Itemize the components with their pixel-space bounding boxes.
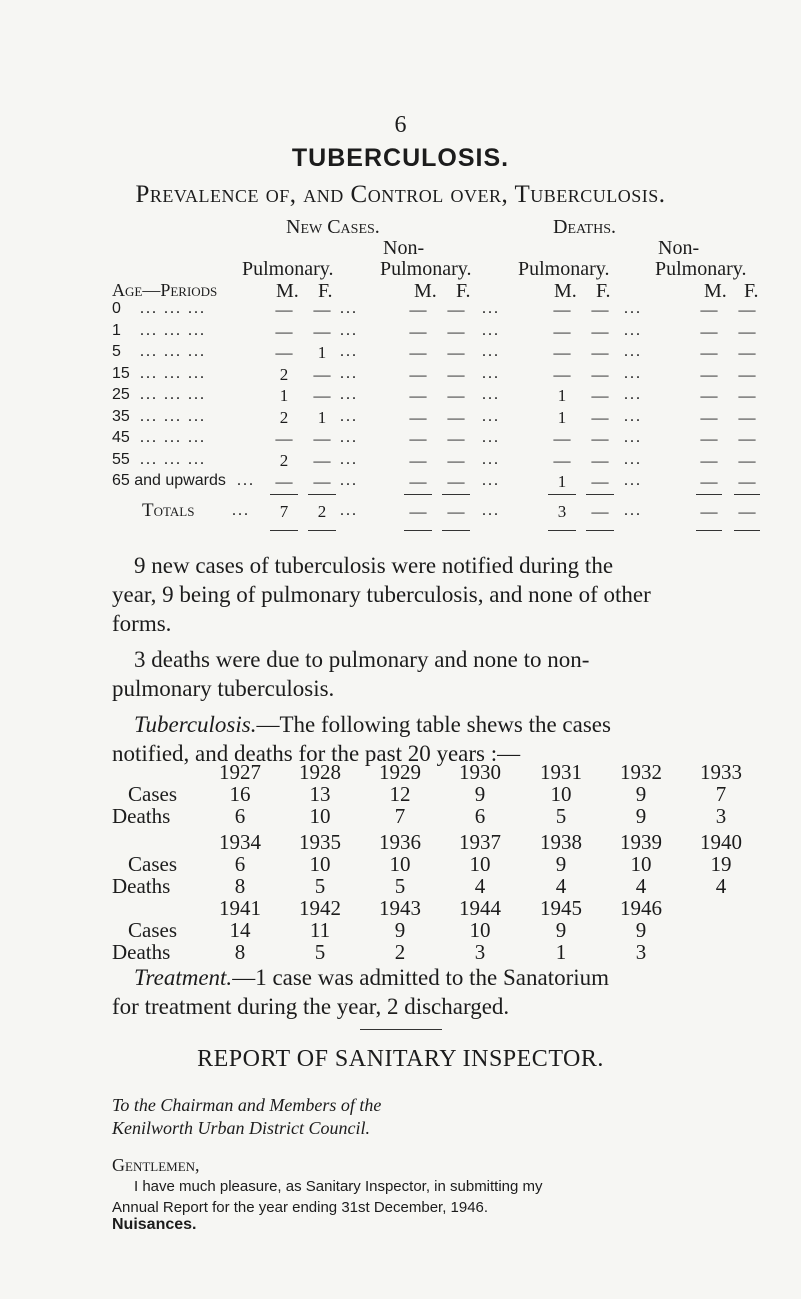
leader-dots: ... xyxy=(624,386,642,403)
table-cell: 1 xyxy=(279,386,289,405)
deaths-value: 4 xyxy=(555,874,567,898)
table-cell: — xyxy=(409,450,427,470)
table-cell: — xyxy=(738,407,756,427)
sex-header: M. xyxy=(276,280,299,302)
cases-value: 10 xyxy=(469,918,491,942)
table-cell: — xyxy=(447,472,465,491)
leader-dots: ... ... ... xyxy=(140,321,206,339)
deaths-value: 3 xyxy=(474,940,486,964)
totals-cell: 7 xyxy=(279,502,289,521)
table-cell: — xyxy=(409,407,427,427)
age-period-label: 65 and upwards xyxy=(112,472,226,489)
table-cell: — xyxy=(591,429,609,448)
leader-dots: ... ... ... xyxy=(140,429,206,446)
deaths-value: 5 xyxy=(314,874,326,898)
sex-header: M. xyxy=(554,280,577,302)
totals-cell: 2 xyxy=(317,502,327,521)
header-pulmonary-3: Pulmonary. xyxy=(518,258,610,280)
table-cell: — xyxy=(700,407,718,427)
section-heading-nuisances: Nuisances. xyxy=(112,1216,197,1233)
leader-dots: ... xyxy=(340,364,358,382)
totals-cell: 3 xyxy=(557,502,567,521)
totals-label: Totals xyxy=(142,500,195,521)
table-cell: — xyxy=(313,321,331,341)
age-period-label: 35 xyxy=(112,407,130,425)
age-period-label: 0 xyxy=(112,300,121,317)
table-cell: — xyxy=(313,429,331,448)
leader-dots: ... xyxy=(624,343,642,360)
leader-dots: ... xyxy=(624,502,642,519)
age-period-label: 1 xyxy=(112,321,121,339)
report-title: REPORT OF SANITARY INSPECTOR. xyxy=(197,1046,604,1072)
totals-cell: — xyxy=(738,502,756,521)
sex-header: F. xyxy=(456,280,471,302)
table-cell: — xyxy=(591,472,609,491)
table-cell: 1 xyxy=(557,407,567,427)
leader-dots: ... xyxy=(482,450,500,468)
year-header: 1930 xyxy=(459,760,501,784)
table-cell: — xyxy=(553,364,571,384)
year-header: 1935 xyxy=(299,830,341,854)
treatment-heading: Treatment. xyxy=(134,965,233,990)
table-cell: — xyxy=(447,407,465,427)
header-pulmonary-4: Pulmonary. xyxy=(655,258,747,280)
header-deaths: Deaths. xyxy=(553,216,617,238)
totals-cell: — xyxy=(591,502,609,521)
year-header: 1945 xyxy=(540,896,582,920)
header-non-1: Non- xyxy=(383,237,425,259)
tuberculosis-heading: Tuberculosis. xyxy=(134,712,257,737)
year-header: 1927 xyxy=(219,760,261,784)
leader-dots: ... ... ... xyxy=(140,386,206,403)
deaths-value: 4 xyxy=(715,874,727,898)
section-subtitle: Prevalence of, and Control over, Tuberculosis. xyxy=(135,181,666,208)
totals-cell: — xyxy=(409,502,427,521)
paragraph-new-cases-2: year, 9 being of pulmonary tuberculosis, and none of other xyxy=(112,582,651,607)
leader-dots: ... ... ... xyxy=(140,407,206,425)
cases-value: 9 xyxy=(555,918,567,942)
deaths-value: 4 xyxy=(474,874,486,898)
cases-label: Cases xyxy=(128,782,177,806)
sex-header: F. xyxy=(744,280,759,302)
deaths-label: Deaths xyxy=(112,804,171,828)
leader-dots: ... xyxy=(340,386,358,403)
table-cell: — xyxy=(738,472,756,491)
table-cell: 2 xyxy=(279,407,289,427)
table-cell: — xyxy=(409,321,427,341)
age-period-label: 25 xyxy=(112,386,130,403)
year-header: 1928 xyxy=(299,760,341,784)
table-cell: — xyxy=(447,429,465,448)
cases-value: 9 xyxy=(394,918,406,942)
paragraph-treatment-2: for treatment during the year, 2 discharged. xyxy=(112,994,510,1019)
year-header: 1944 xyxy=(459,896,501,920)
deaths-value: 5 xyxy=(555,804,567,828)
year-header: 1941 xyxy=(219,896,261,920)
table-cell: — xyxy=(409,386,427,405)
header-pulmonary-2: Pulmonary. xyxy=(380,258,472,280)
leader-dots: ... xyxy=(340,321,358,339)
leader-dots: ... xyxy=(482,407,500,425)
cases-value: 9 xyxy=(474,782,486,806)
leader-dots: ... xyxy=(340,429,358,446)
salutation: Gentlemen, xyxy=(112,1155,200,1175)
table-cell: — xyxy=(313,300,331,319)
cases-label: Cases xyxy=(128,918,177,942)
table-cell: — xyxy=(700,386,718,405)
table-cell: — xyxy=(409,300,427,319)
cases-value: 10 xyxy=(389,852,411,876)
table-cell: — xyxy=(313,364,331,384)
table-cell: — xyxy=(553,429,571,448)
deaths-value: 7 xyxy=(394,804,406,828)
deaths-value: 3 xyxy=(715,804,727,828)
table-cell: — xyxy=(275,300,293,319)
year-header: 1946 xyxy=(620,896,662,920)
year-header: 1933 xyxy=(700,760,742,784)
cases-value: 9 xyxy=(555,852,567,876)
leader-dots: ... xyxy=(624,472,642,489)
leader-dots: ... xyxy=(237,472,255,489)
table-cell: 1 xyxy=(317,343,327,362)
leader-dots: ... xyxy=(482,364,500,382)
year-header: 1929 xyxy=(379,760,421,784)
deaths-value: 5 xyxy=(394,874,406,898)
table-cell: — xyxy=(738,364,756,384)
table-cell: — xyxy=(591,450,609,470)
deaths-value: 8 xyxy=(234,874,246,898)
leader-dots: ... xyxy=(482,343,500,360)
table-cell: — xyxy=(738,343,756,362)
age-period-label: 5 xyxy=(112,343,121,360)
sex-header: F. xyxy=(318,280,333,302)
paragraph-deaths-1: 3 deaths were due to pulmonary and none to non- xyxy=(134,647,590,672)
cases-value: 9 xyxy=(635,918,647,942)
cases-value: 13 xyxy=(309,782,331,806)
totals-cell: — xyxy=(447,502,465,521)
page-number: 6 xyxy=(394,112,407,138)
paragraph-treatment-1: Treatment.—1 case was admitted to the Sanatorium xyxy=(134,965,610,990)
year-header: 1943 xyxy=(379,896,421,920)
cases-value: 10 xyxy=(630,852,652,876)
table-cell: — xyxy=(447,321,465,341)
table-cell: — xyxy=(591,300,609,319)
table-cell: — xyxy=(447,386,465,405)
sex-header: F. xyxy=(596,280,611,302)
table-cell: — xyxy=(313,450,331,470)
table-cell: — xyxy=(409,429,427,448)
table-cell: — xyxy=(447,450,465,470)
year-header: 1940 xyxy=(700,830,742,854)
table-cell: — xyxy=(738,386,756,405)
leader-dots: ... xyxy=(624,450,642,468)
table-cell: — xyxy=(553,321,571,341)
totals-cell: — xyxy=(700,502,718,521)
table-cell: — xyxy=(738,429,756,448)
cases-value: 10 xyxy=(550,782,572,806)
table-cell: 1 xyxy=(557,472,567,491)
table-cell: 2 xyxy=(279,364,289,384)
year-header: 1934 xyxy=(219,830,261,854)
leader-dots: ... xyxy=(482,321,500,339)
table-cell: — xyxy=(447,343,465,362)
age-period-label: 55 xyxy=(112,450,130,468)
deaths-value: 5 xyxy=(314,940,326,964)
leader-dots: ... xyxy=(624,300,642,317)
leader-dots: ... ... ... xyxy=(140,343,206,360)
table-cell: — xyxy=(447,364,465,384)
address-line-2: Kenilworth Urban District Council. xyxy=(112,1118,371,1138)
cases-value: 12 xyxy=(389,782,411,806)
table-cell: — xyxy=(700,429,718,448)
table-cell: — xyxy=(553,343,571,362)
table-cell: 1 xyxy=(557,386,567,405)
table-cell: 1 xyxy=(317,407,327,427)
table-cell: — xyxy=(553,450,571,470)
table-cell: — xyxy=(275,472,293,491)
table-cell: — xyxy=(738,450,756,470)
paragraph-tuberculosis-1: Tuberculosis.—The following table shews the cases xyxy=(134,712,611,737)
cases-value: 7 xyxy=(715,782,727,806)
table-cell: — xyxy=(275,343,293,362)
table-cell: — xyxy=(738,300,756,319)
deaths-label: Deaths xyxy=(112,874,171,898)
table-cell: — xyxy=(409,343,427,362)
cases-value: 19 xyxy=(710,852,732,876)
year-header: 1938 xyxy=(540,830,582,854)
cases-value: 9 xyxy=(635,782,647,806)
table-cell: — xyxy=(313,386,331,405)
leader-dots: ... xyxy=(624,429,642,446)
deaths-value: 2 xyxy=(394,940,406,964)
leader-dots: ... xyxy=(482,472,500,489)
leader-dots: ... xyxy=(624,321,642,339)
paragraph-new-cases-1: 9 new cases of tuberculosis were notified during the xyxy=(134,553,614,578)
leader-dots: ... xyxy=(482,502,500,519)
year-header: 1932 xyxy=(620,760,662,784)
sex-header: M. xyxy=(414,280,437,302)
cases-label: Cases xyxy=(128,852,177,876)
leader-dots: ... xyxy=(340,472,358,489)
leader-dots: ... xyxy=(340,407,358,425)
table-cell: — xyxy=(700,450,718,470)
table-cell: — xyxy=(275,321,293,341)
leader-dots: ... ... ... xyxy=(140,300,206,317)
table-cell: — xyxy=(700,364,718,384)
paragraph-tuberculosis-2: notified, and deaths for the past 20 years :— xyxy=(112,741,521,766)
leader-dots: ... xyxy=(482,386,500,403)
table-cell: — xyxy=(591,386,609,405)
table-cell: — xyxy=(447,300,465,319)
table-cell: — xyxy=(409,472,427,491)
leader-dots: ... xyxy=(624,407,642,425)
table-cell: — xyxy=(700,472,718,491)
table-cell: — xyxy=(591,364,609,384)
address-line-1: To the Chairman and Members of the xyxy=(112,1095,382,1115)
leader-dots: ... xyxy=(482,300,500,317)
table-cell: — xyxy=(553,300,571,319)
cases-value: 10 xyxy=(309,852,331,876)
table-cell: — xyxy=(738,321,756,341)
leader-dots: ... xyxy=(340,450,358,468)
table-cell: 2 xyxy=(279,450,289,470)
leader-dots: ... xyxy=(624,364,642,382)
header-age-periods: Age—Periods xyxy=(112,280,218,300)
header-pulmonary-1: Pulmonary. xyxy=(242,258,334,280)
cases-value: 6 xyxy=(234,852,246,876)
deaths-value: 9 xyxy=(635,804,647,828)
year-header: 1936 xyxy=(379,830,421,854)
table-cell: — xyxy=(275,429,293,448)
leader-dots: ... xyxy=(482,429,500,446)
cases-value: 11 xyxy=(309,918,331,942)
deaths-value: 6 xyxy=(234,804,246,828)
table-cell: — xyxy=(409,364,427,384)
cases-value: 10 xyxy=(469,852,491,876)
table-cell: — xyxy=(591,321,609,341)
report-body-1: I have much pleasure, as Sanitary Inspector, in submitting my xyxy=(134,1178,543,1195)
deaths-label: Deaths xyxy=(112,940,171,964)
leader-dots: ... xyxy=(340,502,358,519)
deaths-value: 4 xyxy=(635,874,647,898)
table-cell: — xyxy=(700,343,718,362)
year-header: 1931 xyxy=(540,760,582,784)
leader-dots: ... xyxy=(340,343,358,360)
leader-dots: ... ... ... xyxy=(140,364,206,382)
page-title: TUBERCULOSIS. xyxy=(291,144,510,172)
sex-header: M. xyxy=(704,280,727,302)
cases-value: 14 xyxy=(229,918,251,942)
table-cell: — xyxy=(700,300,718,319)
leader-dots: ... xyxy=(340,300,358,317)
table-cell: — xyxy=(591,343,609,362)
cases-value: 16 xyxy=(229,782,251,806)
leader-dots: ... xyxy=(232,502,250,519)
divider xyxy=(360,1029,442,1030)
paragraph-new-cases-3: forms. xyxy=(112,611,172,636)
deaths-value: 3 xyxy=(635,940,647,964)
deaths-value: 1 xyxy=(555,940,567,964)
header-non-2: Non- xyxy=(658,237,700,259)
paragraph-deaths-2: pulmonary tuberculosis. xyxy=(112,676,335,701)
table-cell: — xyxy=(700,321,718,341)
deaths-value: 10 xyxy=(309,804,331,828)
leader-dots: ... ... ... xyxy=(140,450,206,468)
year-header: 1937 xyxy=(459,830,501,854)
age-period-label: 15 xyxy=(112,364,130,382)
deaths-value: 8 xyxy=(234,940,246,964)
report-body-2: Annual Report for the year ending 31st December, 1946. xyxy=(112,1199,489,1216)
table-cell: — xyxy=(313,472,331,491)
table-cell: — xyxy=(591,407,609,427)
year-header: 1939 xyxy=(620,830,662,854)
header-new-cases: New Cases. xyxy=(286,216,380,238)
age-period-label: 45 xyxy=(112,429,130,446)
deaths-value: 6 xyxy=(474,804,486,828)
year-header: 1942 xyxy=(299,896,341,920)
